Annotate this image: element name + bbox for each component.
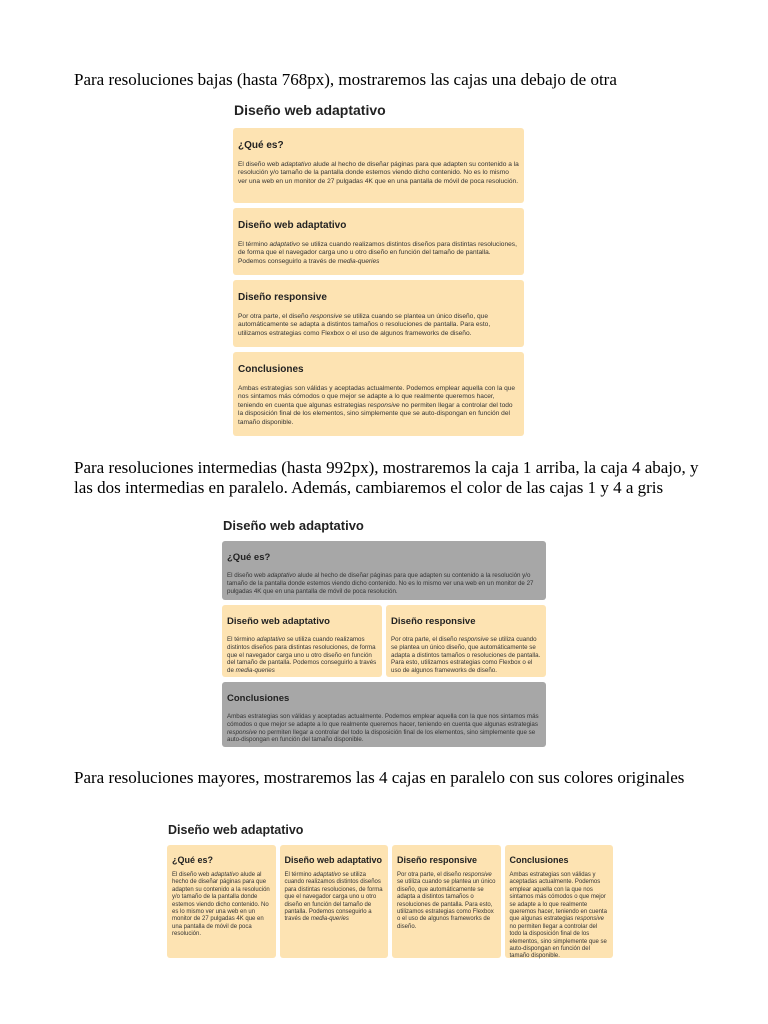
box-title: Diseño web adaptativo	[238, 220, 347, 231]
box-que-es	[167, 845, 276, 958]
box-title: ¿Qué es?	[238, 140, 284, 151]
box-text: El diseño web adaptativo alude al hecho de diseñar páginas para que adapten su contenido a la resolución y/o tamaño de la pantalla donde estemos viendo dicho contenido. No es lo mismo ver una web en un monitor de 27 pulgadas 4K que en una pantalla de móvil de poca resolución.	[238, 161, 519, 185]
box-title: Conclusiones	[227, 693, 290, 704]
box-title: Conclusiones	[238, 364, 304, 375]
box-title: Diseño responsive	[391, 616, 476, 627]
box-conclusiones	[505, 845, 614, 958]
box-title: Conclusiones	[509, 855, 569, 865]
box-diseno-responsive	[233, 280, 524, 347]
box-conclusiones	[222, 682, 546, 747]
box-diseno-adaptativo	[233, 208, 524, 275]
box-text: El término adaptativo se utiliza cuando realizamos distintos diseños para distintas resoluciones, de forma que el navegador carga uno u otro diseño en función del tamaño de pantalla. Podemos conseguirlo a través de media-queries	[238, 241, 517, 265]
box-text: Ambas estrategias son válidas y aceptadas actualmente. Podemos emplear aquella con la que nos sintamos más cómodos o que mejor se adapte a lo que realmente queremos hacer, teniendo en cuenta que algunas estrategias responsive no permiten llegar a controlar del todo la disposición final de los elementos, sino simplemente que se auto-dispongan en función del tamaño disponible.	[227, 713, 539, 744]
box-diseno-responsive	[392, 845, 501, 958]
box-text: El diseño web adaptativo alude al hecho de diseñar páginas para que adapten su contenido a la resolución y/o tamaño de la pantalla donde estemos viendo dicho contenido. No es lo mismo ver una web en un monitor de 27 pulgadas 4K que en una pantalla de móvil de poca resolución.	[227, 572, 534, 595]
screenshot-low-res	[233, 102, 525, 441]
box-text: Por otra parte, el diseño responsive se utiliza cuando se plantea un único diseño, que automáticamente se adapta a distintos tamaños o resoluciones de pantalla. Para esto, utilizamos estrategias como Flexbox o el uso de algunos frameworks de diseño.	[391, 636, 541, 675]
box-title: ¿Qué es?	[227, 552, 271, 563]
boxes-row	[167, 845, 613, 958]
screenshot-title: Diseño web adaptativo	[234, 102, 386, 118]
box-text: El diseño web adaptativo alude al hecho de diseñar páginas para que adapten su contenido a la resolución y/o tamaño de la pantalla donde estemos viendo dicho contenido. No es lo mismo ver una web en un monitor de 27 pulgadas 4K que en una pantalla de móvil de poca resolución.	[172, 872, 270, 938]
box-text: Ambas estrategias son válidas y aceptadas actualmente. Podemos emplear aquella con la que nos sintamos más cómodos o que mejor se adapte a lo que realmente queremos hacer, teniendo en cuenta que algunas estrategias responsive no permiten llegar a controlar del todo la disposición final de los elementos, sino simplemente que se auto-dispongan en función del tamaño disponible.	[509, 872, 607, 960]
box-text: Por otra parte, el diseño responsive se utiliza cuando se plantea un único diseño, que automáticamente se adapta a distintos tamaños o resoluciones de pantalla. Para esto, utilizamos estrategias como Flexbox o el uso de algunos frameworks de diseño.	[397, 872, 496, 930]
box-title: ¿Qué es?	[172, 855, 214, 865]
box-text: Por otra parte, el diseño responsive se utiliza cuando se plantea un único diseño, que automáticamente se adapta a distintos tamaños o resoluciones de pantalla. Para esto, utilizamos estrategias como Flexbox o el uso de algunos frameworks de diseño.	[238, 313, 491, 337]
screenshot-high-res	[167, 823, 613, 958]
box-text: El término adaptativo se utiliza cuando realizamos distintos diseños para distintas resoluciones, de forma que el navegador carga uno u otro diseño en función del tamaño de pantalla. Podemos conseguirlo a través de media-queries	[227, 636, 377, 675]
box-text: El término adaptativo se utiliza cuando realizamos distintos diseños para distintas resoluciones, de forma que el navegador carga uno u otro diseño en función del tamaño de pantalla. Podemos conseguirlo a través de media-queries	[284, 872, 383, 923]
box-title: Diseño responsive	[397, 855, 478, 865]
box-diseno-responsive	[386, 605, 546, 677]
box-title: Diseño web adaptativo	[227, 616, 330, 627]
box-conclusiones	[233, 352, 524, 436]
box-title: Diseño responsive	[238, 292, 327, 303]
box-title: Diseño web adaptativo	[284, 855, 383, 865]
box-text: Ambas estrategias son válidas y aceptadas actualmente. Podemos emplear aquella con la que nos sintamos más cómodos o que mejor se adapte a lo que realmente queremos hacer, teniendo en cuenta que algunas estrategias responsive no permiten llegar a controlar del todo la disposición final de los elementos, sino simplemente que se auto-dispongan en función del tamaño disponible.	[238, 385, 516, 426]
screenshot-title: Diseño web adaptativo	[223, 518, 364, 533]
box-que-es	[222, 541, 546, 600]
paragraph-mid-res: Para resoluciones intermedias (hasta 992px), mostraremos la caja 1 arriba, la caja 4 abajo, y las dos intermedias en paralelo. Además, cambiaremos el color de las cajas 1 y 4 a gris	[74, 458, 699, 497]
screenshot-title: Diseño web adaptativo	[168, 823, 304, 837]
paragraph-low-res: Para resoluciones bajas (hasta 768px), mostraremos las cajas una debajo de otra	[74, 70, 617, 89]
middle-row	[222, 605, 546, 677]
box-que-es	[233, 128, 524, 203]
box-diseno-adaptativo	[280, 845, 389, 958]
box-diseno-adaptativo	[222, 605, 382, 677]
screenshot-mid-res	[222, 518, 546, 747]
paragraph-high-res: Para resoluciones mayores, mostraremos las 4 cajas en paralelo con sus colores originales	[74, 768, 685, 787]
